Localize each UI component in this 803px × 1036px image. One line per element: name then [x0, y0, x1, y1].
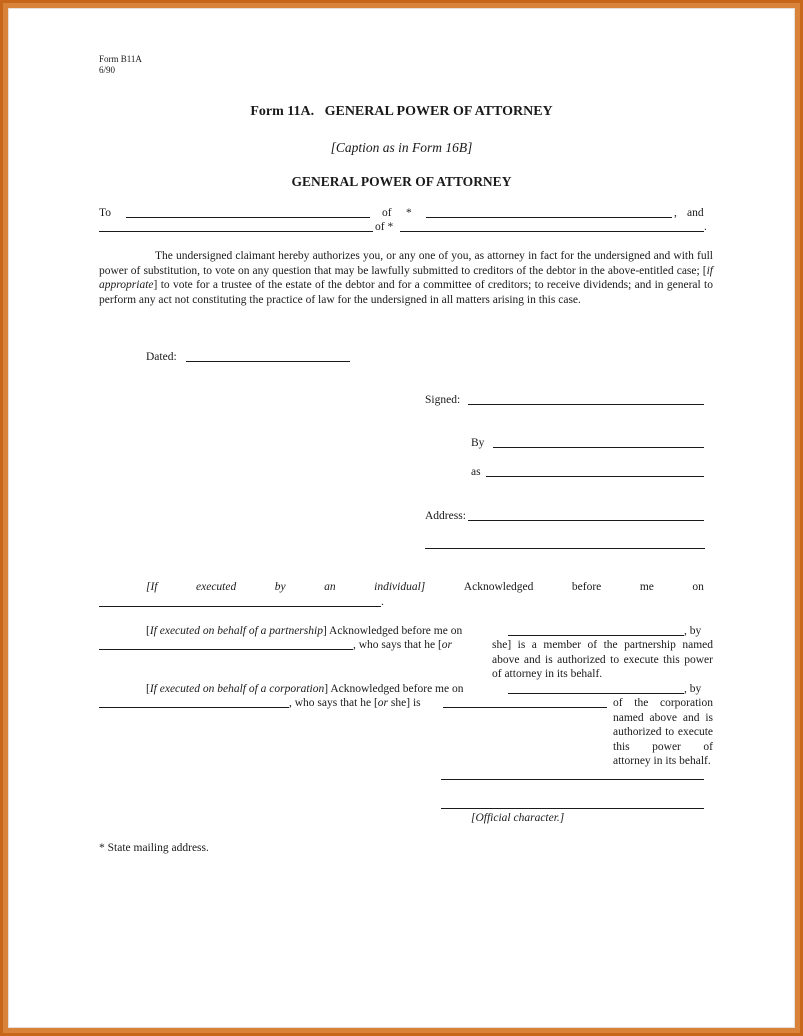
as-field[interactable]: [486, 476, 704, 477]
signed-label: Signed:: [425, 394, 461, 406]
period-mark: .: [704, 221, 707, 233]
ack-ind-word-3: by: [274, 581, 286, 593]
ack-ind-word-6: Acknowledged: [463, 581, 534, 593]
form-revision: 6/90: [99, 65, 116, 75]
notary-signature-field[interactable]: [441, 779, 704, 780]
to-label: To: [99, 207, 111, 219]
ack-ind-word-8: me: [639, 581, 654, 593]
corporation-text4: of the corporation named above and is authorized to execute this power of attorney in its behalf.: [613, 697, 713, 767]
ack-partnership-line-1: [If executed on behalf of a partnership] Acknowledged before me on: [146, 625, 463, 637]
if-appropriate-text: if appropriate: [99, 264, 713, 291]
comma-mark: ,: [674, 207, 677, 219]
partnership-date-field[interactable]: [508, 635, 684, 636]
body-part1: The undersigned claimant hereby authorizes you, or any one of you, as attorney in fact for the undersigned and with full power of substitution, to vote on any question that may be lawfully submitted to creditors of the debtor in the above-entitled case; [: [99, 250, 713, 277]
second-to-blank[interactable]: [99, 231, 373, 232]
signed-field[interactable]: [468, 404, 704, 405]
ack-ind-word-2: executed: [196, 581, 237, 593]
corporation-rest: [99, 696, 713, 769]
of-star-label: of *: [375, 221, 394, 233]
partnership-text2: , who says that he [: [353, 639, 442, 651]
address-field-2[interactable]: [425, 548, 705, 549]
ack-ind-word-4: an: [324, 581, 336, 593]
address-field-1[interactable]: [468, 520, 704, 521]
corporation-italic: If executed on behalf of a corporation: [149, 683, 325, 695]
ack-individual-date-field[interactable]: [99, 606, 381, 607]
asterisk-mark: *: [406, 207, 412, 219]
caption-note: [Caption as in Form 16B]: [330, 140, 473, 155]
document-subtitle: GENERAL POWER OF ATTORNEY: [291, 174, 512, 189]
ack-ind-word-7: before: [571, 581, 602, 593]
and-label: and: [687, 207, 704, 219]
as-label: as: [471, 466, 481, 478]
ack-ind-word-9: on: [692, 581, 704, 593]
period-mark-2: .: [381, 596, 384, 608]
dated-label: Dated:: [146, 351, 177, 363]
ack-ind-word-1: [If: [146, 581, 158, 593]
partnership-text1: Acknowledged before me on: [329, 625, 463, 637]
by-label: By: [471, 437, 485, 449]
footnote: * State mailing address.: [99, 842, 209, 854]
corporation-date-field[interactable]: [508, 693, 684, 694]
corporation-text2: , who says that he [: [289, 697, 378, 709]
official-character-label: [471, 811, 564, 826]
ack-individual-line: [146, 580, 704, 595]
to-blank[interactable]: [126, 217, 370, 218]
corporation-text3: she] is: [388, 697, 421, 709]
partnership-rest: [99, 638, 713, 682]
partnership-italic: If executed on behalf of a partnership: [149, 625, 323, 637]
body-part2: ] to vote for a trustee of the estate of the debtor and for a committee of creditors; to receive dividends; and in general to perform any act not constituting the practice of law for the undersigned in all matters arising in this case.: [99, 279, 713, 306]
form-code: Form B11A: [99, 54, 142, 64]
partnership-by: , by: [684, 625, 702, 637]
corporation-or: or: [377, 697, 389, 709]
of-label: of: [382, 207, 392, 219]
corporation-text1: Acknowledged before me on: [330, 683, 464, 695]
partnership-or: or: [441, 639, 453, 651]
authorization-paragraph: [99, 249, 713, 307]
corporation-by: , by: [684, 683, 702, 695]
official-character-field[interactable]: [441, 808, 704, 809]
official-character-text: [Official character.]: [471, 812, 565, 824]
second-of-blank[interactable]: [400, 231, 704, 232]
document-page: [8, 8, 795, 1028]
ack-corporation-line-1: [If executed on behalf of a corporation] Acknowledged before me on: [146, 683, 464, 695]
document-title: Form 11A. GENERAL POWER OF ATTORNEY: [250, 104, 553, 119]
dated-field[interactable]: [186, 361, 350, 362]
of-blank[interactable]: [426, 217, 672, 218]
address-label: Address:: [425, 510, 466, 522]
by-field[interactable]: [493, 447, 704, 448]
ack-ind-word-5: individual]: [374, 581, 426, 593]
partnership-text3: she] is a member of the partnership named above and is authorized to execute this power of attorney in its behalf.: [492, 639, 713, 680]
